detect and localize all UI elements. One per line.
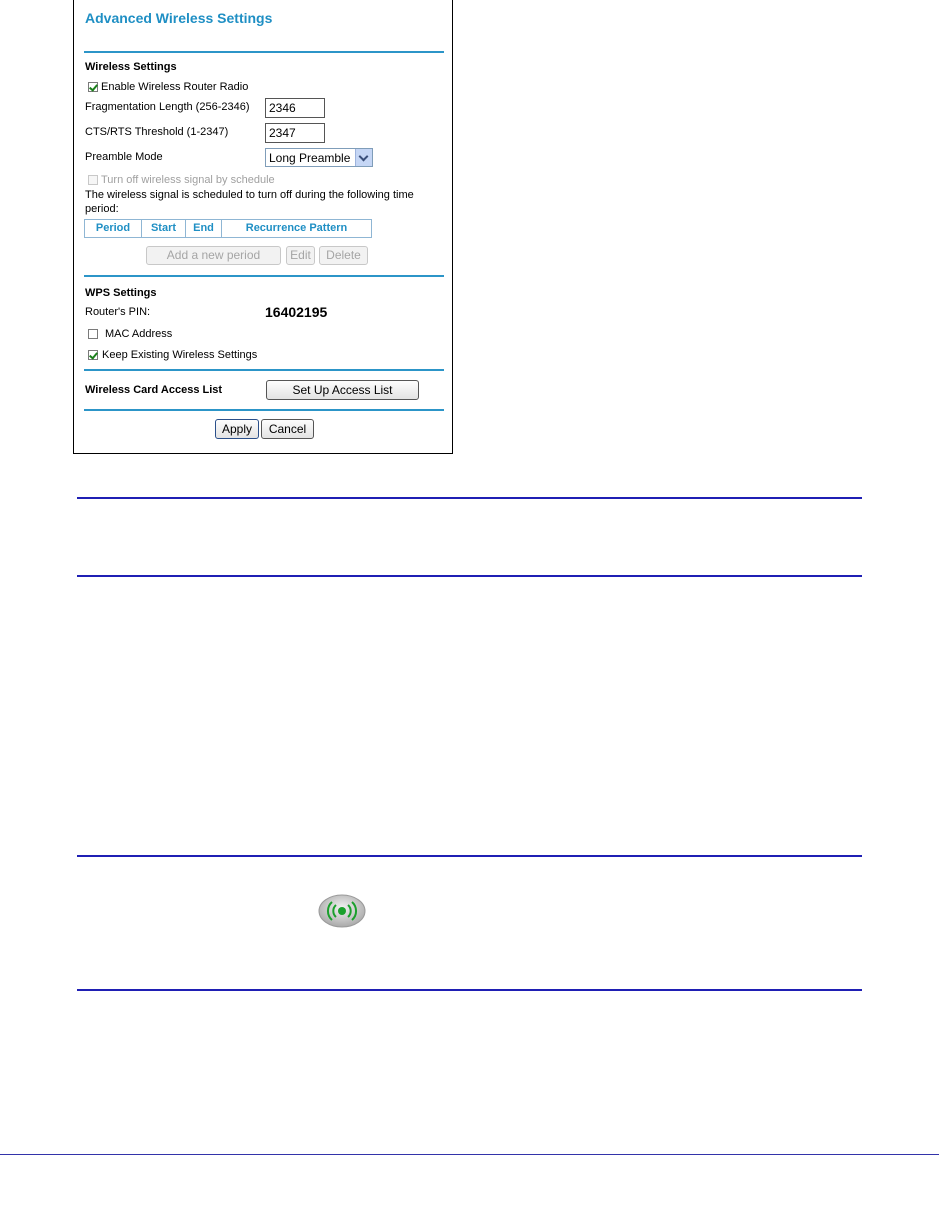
wps-settings-heading: WPS Settings xyxy=(85,287,157,299)
router-pin-label: Router's PIN: xyxy=(85,306,151,318)
page-title: Advanced Wireless Settings xyxy=(85,10,273,26)
preamble-select-value: Long Preamble xyxy=(269,151,351,165)
schedule-note-continued: period: xyxy=(85,203,119,215)
enable-radio-checkbox[interactable] xyxy=(88,82,98,92)
chevron-down-icon xyxy=(355,149,372,166)
footer-rule xyxy=(0,1154,939,1155)
fragmentation-input[interactable]: 2346 xyxy=(265,98,325,118)
divider xyxy=(84,51,444,53)
mac-address-checkbox[interactable] xyxy=(88,329,98,339)
cts-rts-label: CTS/RTS Threshold (1-2347) xyxy=(85,126,229,138)
add-period-button[interactable]: Add a new period xyxy=(146,246,281,265)
mac-address-label: MAC Address xyxy=(105,328,173,340)
col-start: Start xyxy=(142,220,186,237)
col-recurrence-pattern: Recurrence Pattern xyxy=(245,222,348,234)
divider xyxy=(84,409,444,411)
schedule-label: Turn off wireless signal by schedule xyxy=(101,174,275,186)
cts-rts-input[interactable]: 2347 xyxy=(265,123,325,143)
delete-button[interactable]: Delete xyxy=(319,246,368,265)
divider xyxy=(84,275,444,277)
col-end: End xyxy=(186,220,222,237)
preamble-label: Preamble Mode xyxy=(85,151,163,163)
wireless-settings-heading: Wireless Settings xyxy=(85,61,177,73)
schedule-note: The wireless signal is scheduled to turn off during the following time xyxy=(85,189,414,201)
note-rule-top xyxy=(77,497,862,499)
schedule-table-header xyxy=(84,219,372,238)
wireless-signal-icon xyxy=(318,894,366,928)
tip-rule-top xyxy=(77,855,862,857)
preamble-select[interactable] xyxy=(265,148,373,167)
access-list-label: Wireless Card Access List xyxy=(85,384,223,396)
col-period: Period xyxy=(85,220,142,237)
enable-radio-label: Enable Wireless Router Radio xyxy=(101,81,249,93)
keep-settings-label: Keep Existing Wireless Settings xyxy=(102,349,258,361)
schedule-checkbox[interactable] xyxy=(88,175,98,185)
apply-button[interactable]: Apply xyxy=(215,419,259,439)
cancel-button[interactable]: Cancel xyxy=(261,419,314,439)
advanced-wireless-settings-panel xyxy=(73,0,453,454)
note-rule-bottom xyxy=(77,575,862,577)
edit-button[interactable]: Edit xyxy=(286,246,315,265)
fragmentation-label: Fragmentation Length (256-2346) xyxy=(85,101,250,113)
keep-settings-checkbox[interactable] xyxy=(88,350,98,360)
router-pin-value: 16402195 xyxy=(265,304,328,320)
divider xyxy=(84,369,444,371)
tip-rule-bottom xyxy=(77,989,862,991)
set-up-access-list-button[interactable]: Set Up Access List xyxy=(266,380,419,400)
